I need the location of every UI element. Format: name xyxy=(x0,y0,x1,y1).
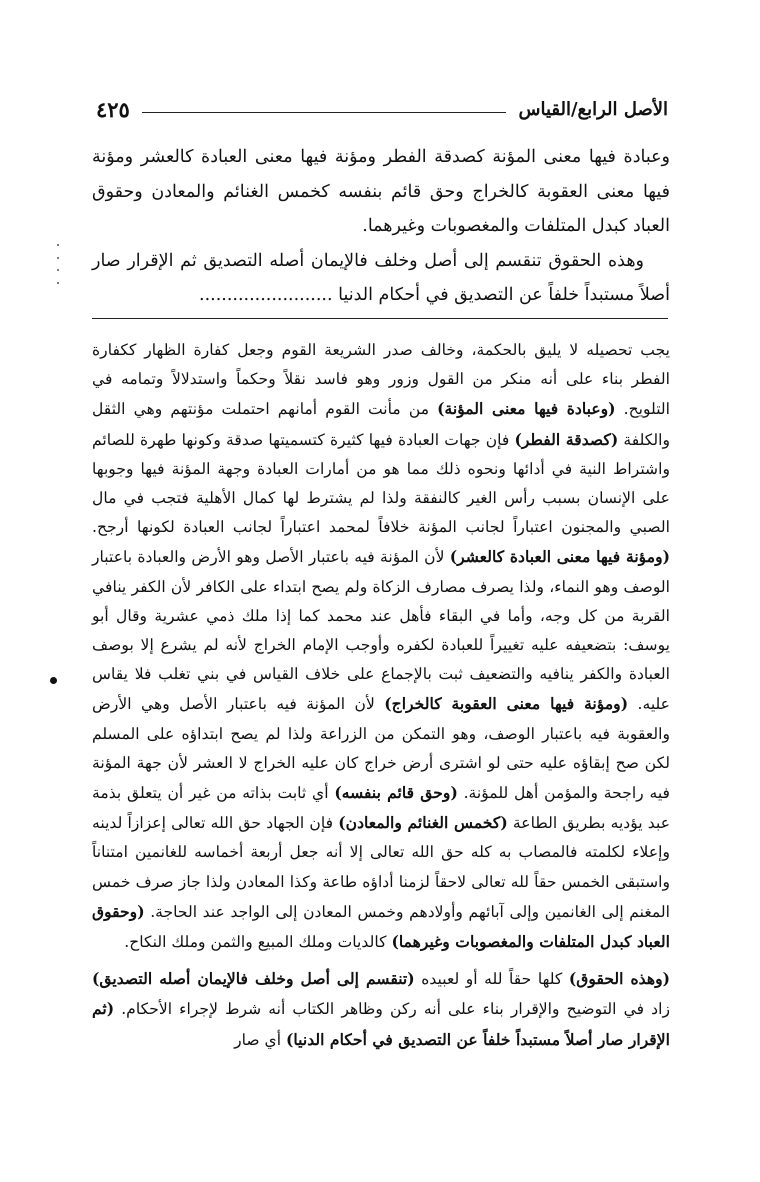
commentary-quoted-phrase: (وعبادة فيها معنى المؤنة) xyxy=(437,399,616,419)
commentary-quoted-phrase: (ثم الإقرار صار أصلاً مستبداً خلفاً عن التصديق في أحكام الدنيا) xyxy=(92,999,670,1049)
commentary-quoted-phrase: (ومؤنة فيها معنى العقوبة كالخراج) xyxy=(384,694,629,714)
commentary-paragraph-1 xyxy=(92,336,670,957)
commentary-text: فإن الجهاد حق الله تعالى إعزازاً لدينه وإعلاء لكلمته فالمصاب به كله حق الله تعالى إلا أنه جعل أربعة أخماسه للغانمين امتناناً واستبقى الخمس حقاً لله تعالى لاحقاً لزمنا أداؤه طاعة وكذا المعادن ولذا جاز صرف خمس المغنم إلى الغانمين وإلى آبائهم وأولادهم وخمس المعادن إلى الواجد عند الحاجة. xyxy=(92,814,670,921)
commentary-text: أي صار xyxy=(234,1030,287,1049)
commentary-text: زاد في التوضيح والإقرار بناء على أنه ركن وظاهر الكتاب أنه شرط لإجراء الأحكام. xyxy=(114,1000,670,1019)
commentary-quoted-phrase: (تنقسم إلى أصل وخلف فالإيمان أصله التصديق) xyxy=(92,969,415,989)
commentary-paragraph-2 xyxy=(92,964,670,1055)
commentary-quoted-phrase: (كخمس الغنائم والمعادن) xyxy=(338,813,508,833)
running-title: الأصل الرابع/القياس xyxy=(518,98,668,120)
leader-dots: ........................ xyxy=(199,285,333,305)
commentary-text: لأن المؤنة فيه باعتبار الأصل وهي الأرض والعقوبة فيه باعتبار الوصف، وهو التمكن من الزراعة ولذا لم يصح ابتداؤه على المسلم لكن صح إبقاؤه عليه حتى لو اشترى أرض خراج كان عليه الخراج لا العشر لأن جهة المؤنة فيه راجحة والمؤمن أهل للمؤنة. xyxy=(92,695,670,803)
commentary-text: فإن جهات العبادة فيها كثيرة كتسميتها صدقة وكونها طهرة للصائم واشتراط النية في أدائها ونحوه ذلك مما هو من أمارات العبادة وجهة المؤنة فيها وجوبها على الإنسان بسبب رأس الغير كالنفقة ولذا لم يشترط لها كمال الأهلية فتجب في مال الصبي والمجنون اعتباراً لجانب المؤنة خلافاً لمحمد اعتباراً لجانب العبادة لكونها أرجح. xyxy=(92,430,670,537)
header-rule xyxy=(142,112,507,113)
commentary-quoted-phrase: (وحقوق العباد كبدل المتلفات والمغصوبات وغيرهما) xyxy=(92,901,670,952)
commentary-text: لأن المؤنة فيه باعتبار الأصل وهو الأرض والعبادة باعتبار الوصف وهو النماء، ولذا يصرف مصارف الزكاة ولم يصح ابتداء على الكافر لأن الكفر ينافي القربة من كل وجه، وأما في البقاء فأهل عند محمد كما إذا ملك ذمي عشرية وقال أبو يوسف: بتضعيفه عليه تغييراً للعبادة لكفره وأوجب الإمام الخراج لأنه لم يشرع إلا بوصف العبادة والكفر ينافيه والتضعيف ثبت بالإجماع على خلاف القياس في بني تغلب فلا يقاس عليه. xyxy=(92,548,670,714)
commentary-quoted-phrase: (وهذه الحقوق) xyxy=(568,969,670,989)
main-paragraph-1: وعبادة فيها معنى المؤنة كصدقة الفطر ومؤنة فيها معنى العبادة كالعشر ومؤنة فيها معنى العقوبة كالخراج وحق قائم بنفسه كخمس الغنائم والمعادن وحقوق العباد كبدل المتلفات والمغصوبات وغيرهما. xyxy=(92,147,670,236)
commentary-quoted-phrase: (كصدقة الفطر) xyxy=(514,429,619,449)
commentary-quoted-phrase: (ومؤنة فيها معنى العبادة كالعشر) xyxy=(449,547,670,567)
main-paragraph-2-text: وهذه الحقوق تنقسم إلى أصل وخلف فالإيمان أصله التصديق ثم الإقرار صار أصلاً مستبداً خلفاً عن التصديق في أحكام الدنيا xyxy=(92,250,670,305)
margin-dots xyxy=(55,244,61,284)
commentary-text: يجب تحصيله لا يليق بالحكمة، وخالف صدر الشريعة القوم وجعل كفارة الظهار ككفارة الفطر بناء على أنه منكر من القول وزور وهو فاسد نقلاً وحكماً واستدلالاً وتمامه في التلويح. xyxy=(92,341,671,419)
main-paragraph-2 xyxy=(92,244,670,313)
commentary-text: كالديات وملك المبيع والثمن وملك النكاح. xyxy=(124,933,392,952)
commentary xyxy=(92,336,670,1055)
commentary-text: كلها حقاً لله أو لعبيده xyxy=(414,970,569,989)
main-text xyxy=(92,140,670,313)
page-header xyxy=(96,92,668,126)
commentary-quoted-phrase: (وحق قائم بنفسه) xyxy=(334,783,458,803)
margin-bullet-mark xyxy=(50,677,57,684)
footnote-divider xyxy=(92,318,668,319)
commentary-text: أي ثابت بذاته من غير أن يتعلق بذمة عبد يؤديه بطريق الطاعة xyxy=(92,784,670,833)
commentary-text: من مأنت القوم أمانهم احتملت مؤنتهم وهي الثقل والكلفة xyxy=(92,400,671,449)
page-number: ٤٢٥ xyxy=(96,96,130,122)
